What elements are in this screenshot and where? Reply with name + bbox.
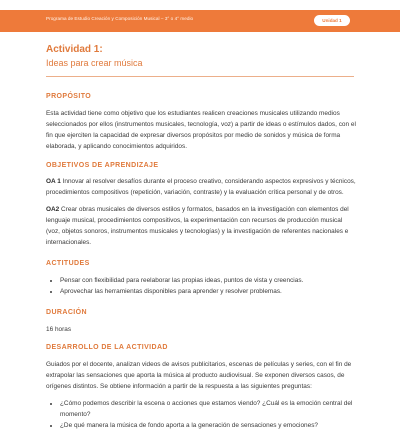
desarrollo-text: Guiados por el docente, analizan videos de avisos publicitarios, escenas de películas y series, con el fin de extrapolar las sensaciones que aporta la música al producto audiovisual. Se exponen diversos casos, de orígenes distintos. Se obtiene información a partir de la respuesta a las siguientes preguntas: bbox=[46, 361, 352, 391]
proposito-heading: PROPÓSITO bbox=[46, 93, 92, 100]
duracion-text: 16 horas bbox=[46, 325, 72, 333]
objective-item bbox=[46, 177, 356, 199]
objetivos-heading: OBJETIVOS DE APRENDIZAJE bbox=[46, 161, 159, 169]
objective-item bbox=[46, 205, 356, 249]
questions-list bbox=[46, 399, 356, 432]
desarrollo-heading: DESARROLLO DE LA ACTIVIDAD bbox=[46, 344, 168, 352]
list-item: • ¿De qué manera la música de fondo aporta a la generación de sensaciones y emociones? bbox=[60, 421, 356, 432]
objective-code: OA2 bbox=[46, 206, 60, 214]
list-item: • Aprovechar las herramientas disponibles para aprender y resolver problemas. bbox=[60, 287, 356, 298]
actitudes-list bbox=[46, 276, 356, 298]
program-title: Programa de Estudio Creación y Composición Musical – 3° o 4° medio bbox=[46, 16, 194, 21]
unit-badge: Unidad 1 bbox=[314, 15, 350, 26]
objective-text: Crear obras musicales de diversos estilos y formatos, basados en la investigación con elementos del lenguaje musical, procedimientos compositivos, la experimentación con recursos de producción musical (voz, objetos sonoros, instrumentos musicales y tecnologías) y la investigación de referentes nacionales e internacionales. bbox=[46, 206, 349, 246]
actitudes-heading: ACTITUDES bbox=[46, 259, 90, 267]
document-body bbox=[46, 92, 356, 432]
objective-text: Innovar al resolver desafíos durante el proceso creativo, considerando aspectos expresivos y técnicos, procedimientos compositivos (repetición, variación, contraste) y la evaluación crítica personal y de otros. bbox=[46, 178, 356, 197]
activity-title: Actividad 1: bbox=[46, 44, 103, 55]
objective-code: OA 1 bbox=[46, 178, 61, 186]
proposito-text: Esta actividad tiene como objetivo que los estudiantes realicen creaciones musicales utilizando medios seleccionados por ellos (instrumentos musicales, tecnología, voz) a partir de ideas o estímulos dados, con el fin que ejerciten la capacidad de expresar diversos propósitos por medio de sonidos y música de forma elaborada, y aplicando conocimientos adquiridos. bbox=[46, 109, 356, 150]
list-item: • Pensar con flexibilidad para reelaborar las propias ideas, puntos de vista y creencias. bbox=[60, 276, 356, 287]
title-divider bbox=[46, 76, 354, 77]
duracion-heading: DURACIÓN bbox=[46, 308, 87, 316]
list-item: • ¿Cómo podemos describir la escena o acciones que estamos viendo? ¿Cuál es la emoción central del momento? bbox=[60, 399, 356, 421]
activity-subtitle: Ideas para crear música bbox=[46, 58, 143, 68]
page-header bbox=[0, 0, 400, 40]
